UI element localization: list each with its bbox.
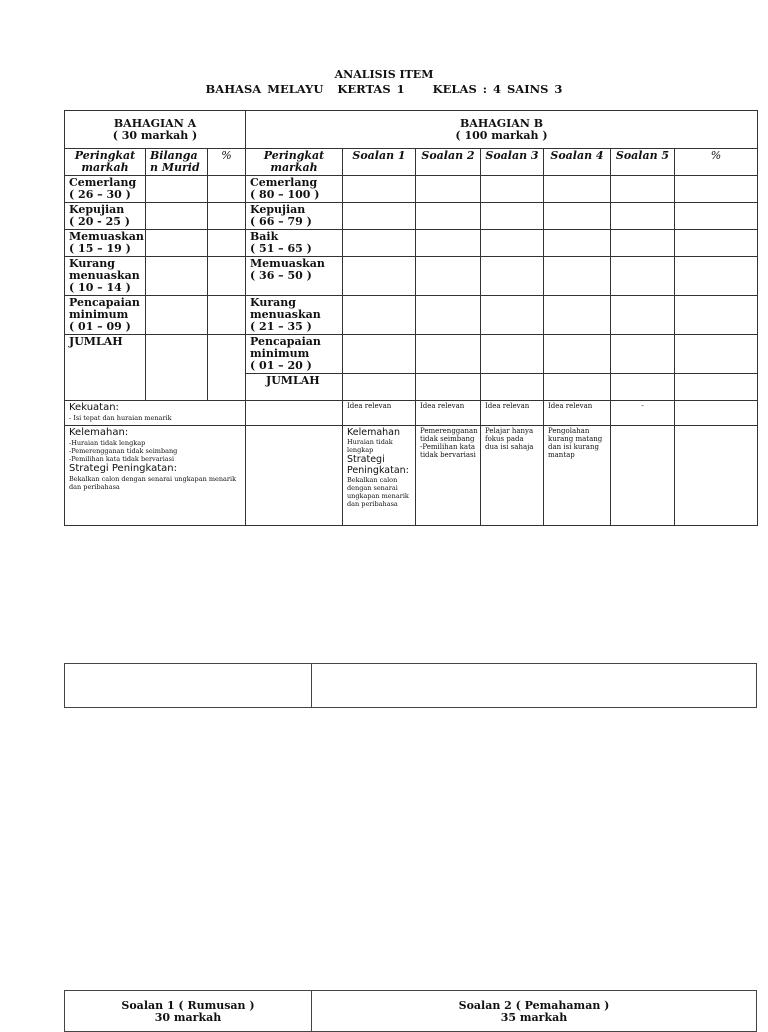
strategy-q1-label: Strategi Peningkatan: <box>347 454 409 476</box>
strategy-q1-text: Bekalkan calon dengan senarai ungkapan menarik dan peribahasa <box>347 476 409 508</box>
pct-cell <box>208 230 246 257</box>
grade-b-6 <box>246 335 343 374</box>
cell <box>481 203 544 230</box>
col-pct-b: % <box>675 149 758 176</box>
cell <box>343 230 416 257</box>
cell <box>611 374 675 401</box>
kekuatan-q4: Idea relevan <box>544 401 611 426</box>
cell <box>343 296 416 335</box>
grade-b-4-name: Memuaskan <box>250 257 325 270</box>
kelemahan-a-line3: -Pemilihan kata tidak bervariasi <box>69 455 175 463</box>
grade-b-2 <box>246 203 343 230</box>
cell <box>481 374 544 401</box>
grade-b-1-range: ( 80 – 100 ) <box>250 188 320 201</box>
cell <box>675 257 758 296</box>
cell <box>343 335 416 374</box>
col-grade-a: Peringkat markah <box>65 149 146 176</box>
cell <box>246 426 343 526</box>
grade-a-4 <box>65 257 146 296</box>
grade-a-1-range: ( 26 – 30 ) <box>69 188 131 201</box>
cell <box>544 257 611 296</box>
grade-b-6-name: Pencapaian <box>250 335 321 348</box>
q2-title: Soalan 2 ( Pemahaman ) <box>458 999 610 1012</box>
kelemahan-a <box>65 426 246 526</box>
q1-title: Soalan 1 ( Rumusan ) <box>121 999 255 1012</box>
pct-cell <box>208 296 246 335</box>
grade-b-3-name: Baik <box>250 230 279 243</box>
grade-a-4-name2: menuaskan <box>69 269 140 282</box>
count-total-cell <box>146 335 208 401</box>
count-cell <box>146 296 208 335</box>
col-pct-a: % <box>208 149 246 176</box>
cell <box>675 401 758 426</box>
strategy-a-label: Strategi Peningkatan: <box>69 463 178 474</box>
cell <box>611 335 675 374</box>
grade-b-5-name2: menuaskan <box>250 308 321 321</box>
cell <box>675 335 758 374</box>
col-q3: Soalan 3 <box>481 149 544 176</box>
grade-a-3-range: ( 15 – 19 ) <box>69 242 131 255</box>
class-label: KELAS : 4 SAINS 3 <box>432 82 563 96</box>
grade-a-5-name2: minimum <box>69 308 129 321</box>
document-subtitle <box>0 82 768 96</box>
kelemahan-label: Kelemahan: <box>69 427 129 438</box>
grade-a-3-name: Memuaskan <box>69 230 144 243</box>
section-b-header <box>246 111 758 149</box>
section-b-marks: ( 100 markah ) <box>455 128 548 142</box>
pct-cell <box>208 203 246 230</box>
pct-total-cell <box>208 335 246 401</box>
total-a-label: JUMLAH <box>65 335 146 401</box>
total-b-label: JUMLAH <box>246 374 343 401</box>
section-a-title: BAHAGIAN A <box>113 116 197 130</box>
kekuatan-note: - Isi tepat dan huraian menarik <box>69 414 172 422</box>
grade-b-4 <box>246 257 343 296</box>
grade-a-3 <box>65 230 146 257</box>
kelemahan-q2: Pemerengganan tidak seimbang -Pemilihan kata tidak bervariasi <box>416 426 481 526</box>
grade-a-2-range: ( 20 - 25 ) <box>69 215 130 228</box>
cell <box>343 176 416 203</box>
kelemahan-a-line1: -Huraian tidak lengkap <box>69 439 146 447</box>
col-grade-b: Peringkat markah <box>246 149 343 176</box>
cell <box>343 374 416 401</box>
strategy-a-text: Bekalkan calon dengan senarai ungkapan menarik dan peribahasa <box>69 475 237 491</box>
cell <box>416 374 481 401</box>
cell <box>544 335 611 374</box>
grade-b-2-range: ( 66 – 79 ) <box>250 215 312 228</box>
kekuatan-q2: Idea relevan <box>416 401 481 426</box>
section-a-marks: ( 30 markah ) <box>112 128 198 142</box>
cell <box>416 335 481 374</box>
grade-b-6-name2: minimum <box>250 347 310 360</box>
grade-b-4-range: ( 36 – 50 ) <box>250 269 312 282</box>
paper: KERTAS 1 <box>337 82 405 96</box>
grade-b-6-range: ( 01 – 20 ) <box>250 359 312 372</box>
pct-cell <box>208 176 246 203</box>
cell <box>416 257 481 296</box>
cell <box>611 296 675 335</box>
grade-a-2-name: Kepujian <box>69 203 125 216</box>
grade-b-3 <box>246 230 343 257</box>
kelemahan-a-line2: -Pemerengganan tidak seimbang <box>69 447 178 455</box>
q2-marks: 35 markah <box>500 1011 568 1024</box>
kelemahan-q1 <box>343 426 416 526</box>
col-count-a: Bilanga n Murid <box>146 149 208 176</box>
analysis-table <box>64 110 758 526</box>
cell <box>675 426 758 526</box>
grade-a-4-name: Kurang <box>69 257 115 270</box>
cell <box>481 335 544 374</box>
col-q2: Soalan 2 <box>416 149 481 176</box>
kekuatan-label: Kekuatan: <box>69 402 119 413</box>
kekuatan-a <box>65 401 246 426</box>
cell <box>416 230 481 257</box>
cell <box>675 374 758 401</box>
grade-a-1 <box>65 176 146 203</box>
cell <box>544 374 611 401</box>
kelemahan-q3: Pelajar hanya fokus pada dua isi sahaja <box>481 426 544 526</box>
cell <box>343 203 416 230</box>
kelemahan-a-line1-text: Huraian tidak lengkap <box>71 439 146 447</box>
grade-b-5-name: Kurang <box>250 296 296 309</box>
cell <box>675 203 758 230</box>
kekuatan-q1: Idea relevan <box>343 401 416 426</box>
cell <box>675 230 758 257</box>
kelemahan-q1-label: Kelemahan <box>347 427 401 438</box>
cell <box>416 296 481 335</box>
empty-table <box>64 663 757 708</box>
col-q1: Soalan 1 <box>343 149 416 176</box>
section-a-header <box>65 111 246 149</box>
count-cell <box>146 203 208 230</box>
grade-b-5-range: ( 21 – 35 ) <box>250 320 312 333</box>
q1-header <box>65 991 312 1031</box>
subject: BAHASA MELAYU <box>205 82 324 96</box>
cell <box>675 296 758 335</box>
cell <box>611 426 675 526</box>
grade-b-5 <box>246 296 343 335</box>
cell <box>611 203 675 230</box>
q2-header <box>312 991 756 1031</box>
cell <box>544 296 611 335</box>
cell <box>544 176 611 203</box>
grade-a-4-range: ( 10 – 14 ) <box>69 281 131 294</box>
grade-a-5-name: Pencapaian <box>69 296 140 309</box>
cell <box>544 203 611 230</box>
kelemahan-q4: Pengolahan kurang matang dan isi kurang mantap <box>544 426 611 526</box>
cell <box>611 257 675 296</box>
q1-marks: 30 markah <box>154 1011 222 1024</box>
count-cell <box>146 257 208 296</box>
cell <box>246 401 343 426</box>
kelemahan-q1-text: Huraian tidak lengkap <box>347 438 393 454</box>
col-q5: Soalan 5 <box>611 149 675 176</box>
grade-a-1-name: Cemerlang <box>69 176 137 189</box>
grade-b-1-name: Cemerlang <box>250 176 318 189</box>
empty-cell-left <box>65 664 312 707</box>
grade-b-2-name: Kepujian <box>250 203 306 216</box>
cell <box>481 257 544 296</box>
grade-a-5 <box>65 296 146 335</box>
question-table <box>64 990 757 1032</box>
cell <box>611 230 675 257</box>
cell <box>481 176 544 203</box>
kekuatan-q5: - <box>611 401 675 426</box>
grade-a-2 <box>65 203 146 230</box>
cell <box>481 230 544 257</box>
cell <box>544 230 611 257</box>
cell <box>343 257 416 296</box>
document-title: ANALISIS ITEM <box>334 68 434 81</box>
pct-cell <box>208 257 246 296</box>
empty-cell-right <box>312 664 756 707</box>
grade-b-1 <box>246 176 343 203</box>
col-q4: Soalan 4 <box>544 149 611 176</box>
cell <box>611 176 675 203</box>
grade-a-5-range: ( 01 – 09 ) <box>69 320 131 333</box>
cell <box>416 203 481 230</box>
section-b-title: BAHAGIAN B <box>459 116 543 130</box>
count-cell <box>146 176 208 203</box>
cell <box>416 176 481 203</box>
cell <box>481 296 544 335</box>
kekuatan-q3: Idea relevan <box>481 401 544 426</box>
cell <box>675 176 758 203</box>
grade-b-3-range: ( 51 – 65 ) <box>250 242 312 255</box>
count-cell <box>146 230 208 257</box>
